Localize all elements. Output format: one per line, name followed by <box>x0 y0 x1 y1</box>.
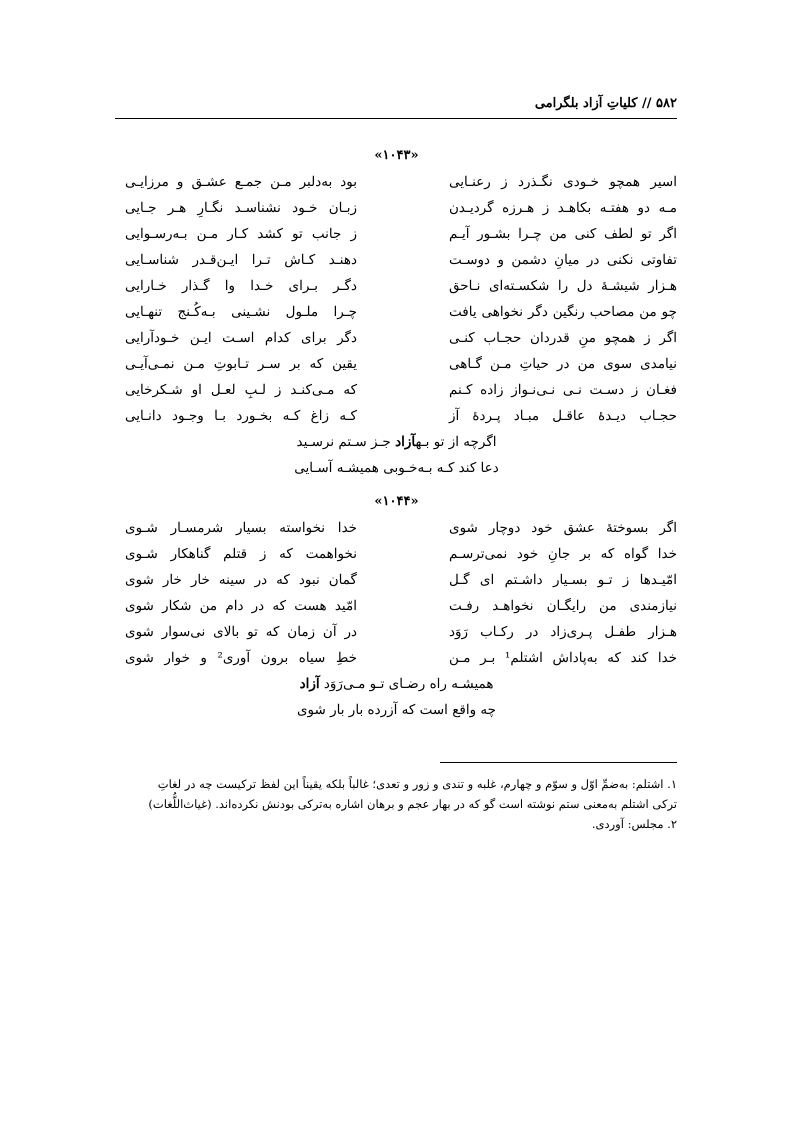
closing-line <box>0 460 793 476</box>
footnote: ترکی اشتلم به‌معنی ستم نوشته است گو که در بهار عجم و برهان اشاره به‌ترکی بودنش نکرده‌اند. (غیاث‌اللُّغات) <box>148 797 677 811</box>
hemistich-right: نیازمندی من رایگـان نخواهـد رفـت <box>449 598 677 614</box>
hemistich-left: زبـان خـود نشناسـد نگـارِ هـر جـایی <box>125 200 357 216</box>
closing-text: همیشـه راه رضـای تـو مـی‌رَوَد <box>319 676 494 692</box>
hemistich-left: یقین که بر سـر تـابوتِ مـن نمـی‌آیـی <box>125 356 357 372</box>
hemistich-left: خطِ سیاه برون آوری² و خوار شوی <box>125 650 357 666</box>
hemistich-right: چو من مصاحب رنگین دگر نخواهی یافت <box>449 304 677 320</box>
header-text: ۵۸۲ // کلیاتِ آزاد بلگرامی <box>534 96 677 111</box>
hemistich-right: نیامدی سوی من در حیاتِ مـن گـاهی <box>449 356 677 372</box>
poet-name: آزاد <box>395 434 416 450</box>
footnote: ۱. اشتلم: به‌ضمِّ اوّل و سوّم و چهارم، غلبه و تندی و زور و تعدی؛ غالباً بلکه یقیناً این لفظ ترکیست چه در لغاتِ <box>157 777 677 791</box>
hemistich-right: تفاوتی نکنی در میانِ دشمن و دوسـت <box>449 252 677 268</box>
closing-line <box>0 676 793 692</box>
hemistich-left: چـرا ملـول نشـینی بـه‌کُـنج تنهـایی <box>125 304 357 320</box>
hemistich-right: خدا کند که به‌پاداش اشتلم¹ بـر مـن <box>449 650 677 666</box>
hemistich-left: خدا نخواسته بسیار شرمسـار شـوی <box>125 520 357 536</box>
hemistich-right: مـه دو هفتـه بکاهـد ز هـرزه گردیـدن <box>449 200 677 216</box>
hemistich-left: کـه زاغ کـه بخـورد بـا وجـود دانـایی <box>125 408 357 424</box>
hemistich-right: اسیر همچو خـودی نگـذرد ز رعنـایی <box>449 174 677 190</box>
closing-text: جـز سـتم نرسـید <box>296 434 396 450</box>
closing-text: چه واقع است که آزرده بار بار شوی <box>296 702 497 718</box>
hemistich-right: هـزار طفـل پـری‌زاد در رکـاب رَوَد <box>449 624 677 640</box>
hemistich-right: اگر بسوختهٔ عشق خود دوچار شوی <box>449 520 677 536</box>
closing-text: دعا کند کـه بـه‌خـوبی همیشـه آسـایی <box>294 460 499 476</box>
hemistich-left: که مـی‌کنـد ز لـبِ لعـل او شـکرخایی <box>125 382 357 398</box>
closing-line <box>0 702 793 718</box>
hemistich-left: دگر برای کدام اسـت ایـن خـودآرایی <box>125 330 357 346</box>
hemistich-right: فغـان ز دسـت نـی نـی‌نـواز زاده کـنم <box>449 382 677 398</box>
hemistich-right: خدا گواه که بر جانِ خود نمی‌ترسـم <box>449 546 677 562</box>
footnote-rule <box>440 762 677 763</box>
hemistich-right: هـزار شیشـهٔ دل را شکسـته‌ای نـاحق <box>449 278 677 294</box>
poem-title: «۱۰۴۴» <box>374 494 419 509</box>
hemistich-left: ز جانب تو کشد کـار مـن بـه‌رسـوایی <box>125 226 357 242</box>
hemistich-left: دهنـد کـاش تـرا ایـن‌قـدر شناسـایی <box>125 252 357 268</box>
running-header <box>115 96 677 119</box>
hemistich-left: امّید هست که در دام من شکار شوی <box>125 598 357 614</box>
hemistich-left: در آن زمان که تو بالای نی‌سوار شوی <box>125 624 357 640</box>
hemistich-left: نخواهمت که ز قتلم گناهکار شـوی <box>125 546 357 562</box>
poet-name: آزاد <box>299 676 320 692</box>
hemistich-left: بود به‌دلبر مـن جمـع عشـق و مرزایـی <box>125 174 357 190</box>
hemistich-right: حجـاب دیـدهٔ عاقـل مبـاد پـردهٔ آز <box>449 408 677 424</box>
closing-text: اگرچه از تو بـه <box>415 434 497 450</box>
footnote: ۲. مجلس: آوردی. <box>591 817 677 831</box>
hemistich-left: گمان نبود که در سینه خار خار شوی <box>125 572 357 588</box>
closing-line <box>0 434 793 450</box>
hemistich-left: دگـر بـرای خـدا وا گـذار خـارایی <box>125 278 357 294</box>
hemistich-right: اگر ز همچو منِ قدردان حجـاب کنـی <box>449 330 677 346</box>
poem-title: «۱۰۴۳» <box>374 148 419 163</box>
hemistich-right: اگر تو لطف کنی من چـرا بشـور آیـم <box>449 226 677 242</box>
hemistich-right: امّیـدها ز تـو بسـیار داشـتم ای گـل <box>449 572 677 588</box>
